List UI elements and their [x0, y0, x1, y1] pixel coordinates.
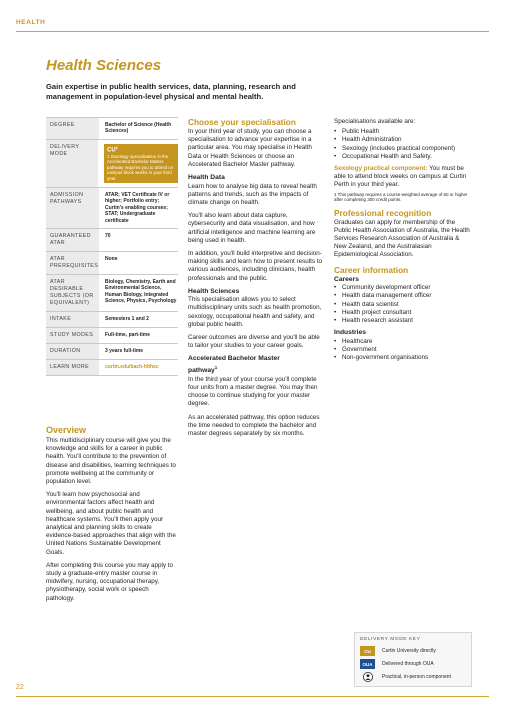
admission-label: ADMISSION PATHWAYS — [46, 188, 99, 228]
industries-list — [334, 338, 472, 363]
careers-heading: Careers — [334, 275, 359, 283]
cu-badge-text: CU — [107, 147, 116, 154]
right-column — [334, 118, 472, 366]
practical-label: Practical, in-person component — [382, 674, 451, 680]
list-item: • Health research assistant — [334, 317, 472, 325]
abm-paragraph: As an accelerated pathway, this option reduces the time needed to complete the bachelor and master degrees separately by six months. — [188, 413, 320, 437]
intake-label: INTAKE — [46, 312, 99, 327]
person-icon — [360, 672, 375, 682]
table-row — [46, 360, 178, 376]
admission-value: ATAR; VET Certificate IV or higher; Portfolio entry; Curtin's enabling courses; STAT; Undergraduate certificate — [105, 191, 170, 224]
key-row-practical — [360, 672, 466, 682]
footer-rule — [16, 696, 489, 697]
study-modes-label: STUDY MODES — [46, 328, 99, 343]
oua-badge: OUA — [360, 659, 375, 669]
list-item: • Sexology (includes practical component) — [334, 145, 472, 153]
table-row — [46, 118, 178, 140]
duration-label: DURATION — [46, 344, 99, 359]
list-item: • Health data management officer — [334, 292, 472, 300]
list-item: • Community development officer — [334, 284, 472, 292]
study-modes-value: Full-time, part-time — [105, 331, 151, 338]
health-sciences-paragraph: Career outcomes are diverse and you'll be able to tailor your studies to your career goals. — [188, 334, 320, 350]
specialisations-list — [334, 128, 472, 161]
key-title: DELIVERY MODE KEY — [360, 637, 421, 642]
list-item: • Health project consultant — [334, 309, 472, 317]
oua-label: Delivered through OUA — [382, 661, 434, 667]
prereq-value: None — [105, 255, 118, 262]
list-item: • Non-government organisations — [334, 354, 472, 362]
guaranteed-atar-label: GUARANTEED ATAR — [46, 229, 99, 251]
table-row — [46, 344, 178, 360]
specialisations-intro: Specialisations available are: — [334, 118, 416, 125]
table-row — [46, 188, 178, 229]
desirable-label: ATAR DESIRABLE SUBJECTS (OR EQUIVALENT) — [46, 275, 99, 311]
duration-value: 3 years full-time — [105, 347, 144, 354]
list-item: • Government — [334, 346, 472, 354]
list-item: • Health Administration — [334, 136, 472, 144]
page-title: Health Sciences — [46, 57, 162, 74]
abm-paragraph: In the third year of your course you'll complete four units from a master degree. You may then choose to continue studying for your master degree. — [188, 375, 318, 408]
header-rule — [16, 31, 489, 32]
page-number: 22 — [16, 684, 24, 691]
section-tag: HEALTH — [16, 19, 46, 26]
list-item: • Public Health — [334, 128, 472, 136]
learn-more-label: LEARN MORE — [46, 360, 99, 375]
abm-heading — [188, 355, 298, 375]
cu-label: Curtin University directly — [382, 648, 436, 654]
guaranteed-atar-value: 70 — [105, 232, 111, 239]
course-info-table — [46, 117, 178, 376]
specialisation-heading: Choose your specialisation — [188, 117, 296, 127]
cu-badge: CU — [360, 646, 375, 656]
cu-delivery-badge — [104, 144, 178, 183]
overview-heading: Overview — [46, 425, 87, 435]
delivery-mode-key — [354, 632, 472, 687]
specialisation-section — [188, 117, 323, 443]
recognition-heading: Professional recognition — [334, 207, 432, 218]
list-item: • Health data scientist — [334, 301, 472, 309]
intro-text: Gain expertise in public health services, data, planning, research and management in population-level physical and mental health. — [46, 82, 296, 101]
sexology-practical — [334, 165, 472, 190]
table-row — [46, 140, 178, 188]
table-row — [46, 252, 178, 275]
table-row — [46, 229, 178, 252]
sexology-text: You must be able to attend block weeks on campus at Curtin Perth in your third year. — [334, 165, 467, 189]
health-sciences-paragraph: This specialisation allows you to select multidisciplinary units such as health promotion, sexology, occupational health and safety, and global public health. — [188, 296, 322, 328]
health-data-paragraph: You'll also learn about data capture, cybersecurity and data visualisation, and how artificial intelligence and machine learning are being used in health. — [188, 212, 316, 244]
list-item: • Healthcare — [334, 338, 472, 346]
pathway-footnote: 1 This pathway requires a course-weighted average of 60 or higher after completing 300 credit points. — [334, 191, 468, 203]
careers-list — [334, 284, 472, 325]
degree-label: DEGREE — [46, 118, 99, 139]
delivery-note: 1 Sexology specialisation in the Accelerated Bachelor Master pathway requires you to attend on campus block weeks in your third year. — [107, 153, 174, 181]
key-row-cu — [360, 646, 466, 656]
health-data-paragraph: In addition, you'll build interpretive and decision-making skills and learn how to present results to various audiences, including clinicians, health professionals and the public. — [188, 249, 323, 282]
table-row — [46, 312, 178, 328]
prereq-label: ATAR PREREQUISITES — [46, 252, 99, 274]
sexology-label: Sexology practical component: — [334, 165, 428, 173]
specialisation-intro: In your third year of study, you can choose a specialisation to advance your expertise in a particular area. You may specialise in Health Data or Health Sciences or choose an Accelerated Bachelor Master pathway. — [188, 128, 312, 168]
health-data-heading: Health Data — [188, 174, 225, 182]
desirable-value: Biology, Chemistry, Earth and Environmental Science, Human Biology, Integrated Science, Physics, Psychology — [105, 278, 177, 305]
degree-value: Bachelor of Science (Health Sciences) — [105, 122, 172, 135]
footnote-mark: 1 — [214, 364, 218, 370]
table-row — [46, 328, 178, 344]
career-heading: Career information — [334, 264, 409, 275]
overview-paragraph: You'll learn how psychosocial and environmental factors affect health and wellbeing, and about public health and healthcare systems. You'll then apply your analytical and planning skills to create evidence-based approaches that align with the United Nations Sustainable Development Goals. — [46, 491, 176, 556]
recognition-text: Graduates can apply for membership of the Public Health Association of Australia, the Health Services Research Association of Australia & New Zealand, and the Australasian Epidemiological Association. — [334, 218, 470, 259]
overview-paragraph: After completing this course you may apply to study a graduate-entry master course in midwifery, nursing, occupational therapy, physiotherapy, social work or speech pathology. — [46, 561, 174, 602]
health-data-paragraph: Learn how to analyse big data to reveal health patterns and trends, such as the impacts of climate change on health. — [188, 182, 317, 206]
abm-heading-text: Accelerated Bachelor Master pathway — [188, 355, 280, 375]
overview-paragraph: This multidisciplinary course will give you the knowledge and skills for a career in public health. You'll contribute to the prevention of disease and disabilities, learning techniques to promote wellbeing at the community or population level. — [46, 437, 176, 486]
health-sciences-heading: Health Sciences — [188, 287, 240, 295]
industries-heading: Industries — [334, 329, 366, 337]
intake-value: Semesters 1 and 2 — [105, 315, 149, 322]
learn-more-link[interactable]: curtin.edu/bach-hlthsc — [105, 363, 159, 370]
overview-section — [46, 424, 178, 608]
footnote-mark: 1 — [115, 144, 118, 150]
delivery-label: DELIVERY MODE — [46, 140, 98, 187]
key-row-oua — [360, 659, 466, 669]
table-row — [46, 275, 178, 312]
list-item: • Occupational Health and Safety. — [334, 153, 472, 161]
